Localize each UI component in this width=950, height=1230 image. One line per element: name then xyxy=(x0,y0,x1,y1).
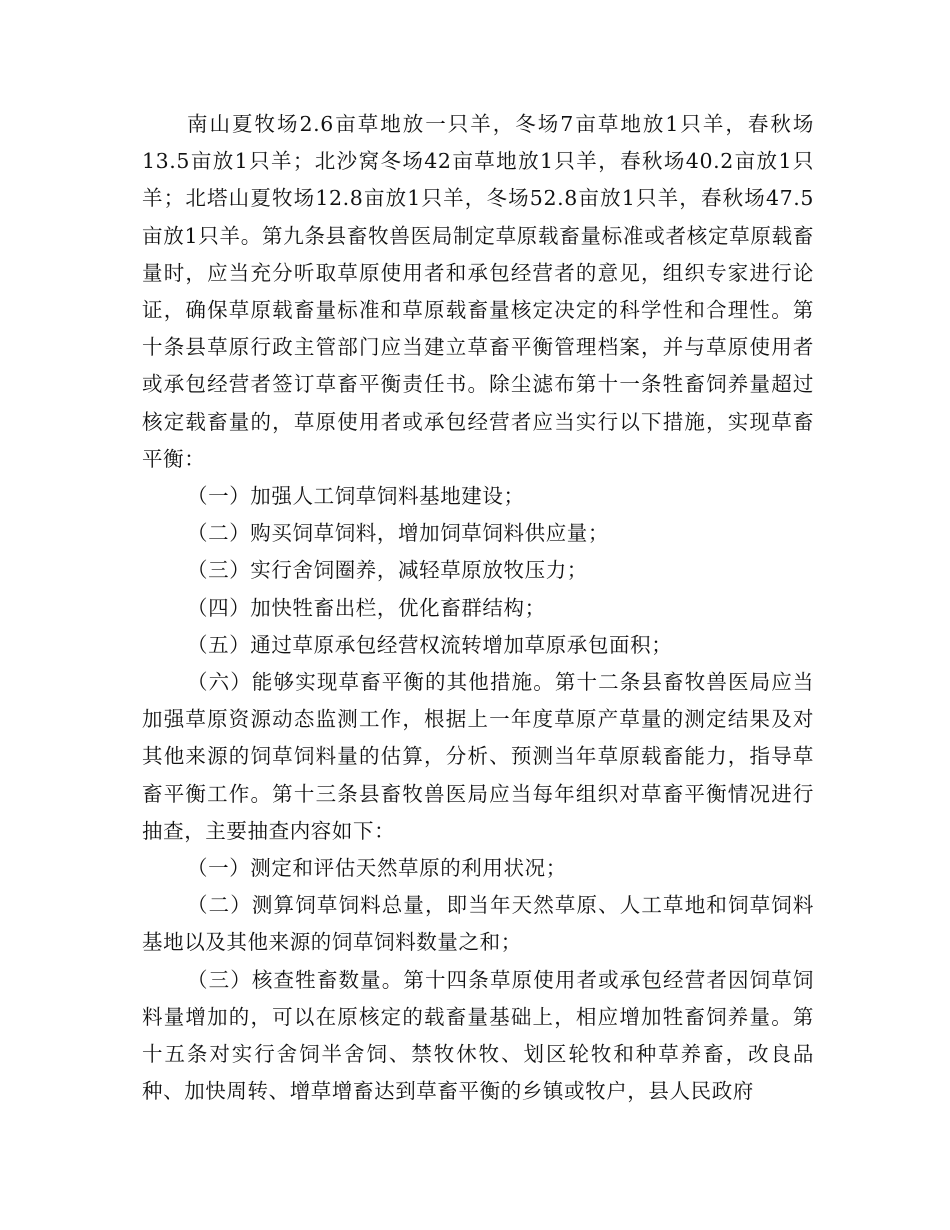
list-item: （二）测算饲草饲料总量，即当年天然草原、人工草地和饲草饲料基地以及其他来源的饲草饲料数量之和； xyxy=(142,893,814,955)
list-item: （五）通过草原承包经营权流转增加草原承包面积； xyxy=(187,632,673,657)
list-item: （一）测定和评估天然草原的利用状况； xyxy=(187,856,567,881)
list-item: （四）加快牲畜出栏，优化畜群结构； xyxy=(187,595,546,620)
document-body xyxy=(142,106,814,1110)
list-item: （三）实行舍饲圈养，减轻草原放牧压力； xyxy=(187,558,588,583)
list-item: （一）加强人工饲草饲料基地建设； xyxy=(187,484,525,509)
list-item: （二）购买饲草饲料，增加饲草饲料供应量； xyxy=(187,521,609,546)
paragraph: （六）能够实现草畜平衡的其他措施。第十二条县畜牧兽医局应当加强草原资源动态监测工作，根据上一年度草原产草量的测定结果及对其他来源的饲草饲料量的估算，分析、预测当年草原载畜能力，指导草畜平衡工作。第十三条县畜牧兽医局应当每年组织对草畜平衡情况进行抽查，主要抽查内容如下： xyxy=(142,670,814,843)
paragraph: 南山夏牧场2.6亩草地放一只羊，冬场7亩草地放1只羊，春秋场13.5亩放1只羊；北沙窝冬场42亩草地放1只羊，春秋场40.2亩放1只羊；北塔山夏牧场12.8亩放1只羊，冬场52.8亩放1只羊，春秋场47.5亩放1只羊。第九条县畜牧兽医局制定草原载畜量标准或者核定草原载畜量时，应当充分听取草原使用者和承包经营者的意见，组织专家进行论证，确保草原载畜量标准和草原载畜量核定决定的科学性和合理性。第十条县草原行政主管部门应当建立草畜平衡管理档案，并与草原使用者或承包经营者签订草畜平衡责任书。除尘滤布第十一条牲畜饲养量超过核定载畜量的，草原使用者或承包经营者应当实行以下措施，实现草畜平衡： xyxy=(142,112,814,471)
paragraph: （三）核查牲畜数量。第十四条草原使用者或承包经营者因饲草饲料量增加的，可以在原核定的载畜量基础上，相应增加牲畜饲养量。第十五条对实行舍饲半舍饲、禁牧休牧、划区轮牧和种草养畜，改良品种、加快周转、增草增畜达到草畜平衡的乡镇或牧户，县人民政府 xyxy=(142,967,814,1104)
